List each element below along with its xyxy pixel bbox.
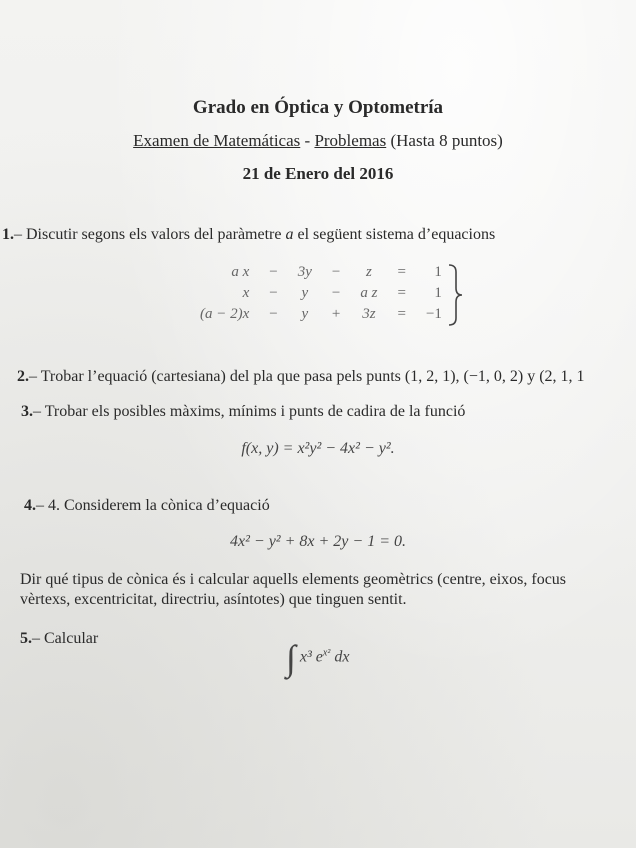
operator: − (331, 264, 341, 280)
question-4 (24, 497, 270, 515)
equals: = (397, 306, 406, 322)
question-2 (17, 368, 585, 386)
term: a x (231, 264, 250, 280)
question-text-cont: el següent sistema d’equacions (297, 226, 496, 243)
rhs: 1 (434, 264, 442, 280)
term: 3z (362, 306, 376, 322)
question-number: 5. (20, 630, 32, 647)
operator: + (331, 306, 341, 322)
question-text: – 4. Considerem la cònica d’equació (36, 497, 270, 514)
question-number: 1. (2, 226, 14, 243)
subtitle-separator: - (304, 131, 311, 150)
integral-sign: ∫ (286, 638, 296, 678)
equation-system (190, 262, 452, 325)
term: y (301, 285, 309, 301)
equals: = (397, 264, 406, 280)
equation-row (190, 262, 452, 283)
question-number: 2. (17, 368, 29, 385)
exam-date: 21 de Enero del 2016 (242, 164, 394, 183)
term: z (366, 264, 372, 280)
question-3 (21, 403, 465, 421)
operator: − (269, 306, 278, 322)
operator: − (269, 285, 278, 301)
rhs: −1 (425, 306, 442, 322)
page-title: Grado en Óptica y Optometría (192, 97, 444, 118)
question-number: 4. (24, 497, 36, 514)
conic-equation: 4x² − y² + 8x + 2y − 1 = 0. (230, 533, 406, 550)
differential: dx (334, 648, 350, 666)
integral-expression (286, 637, 349, 679)
term: 3y (297, 264, 312, 280)
term: x (242, 285, 250, 301)
parameter-symbol: a (285, 226, 294, 243)
points-note: (Hasta 8 puntos) (390, 131, 503, 150)
term: (a − 2)x (200, 306, 250, 322)
term: a z (360, 285, 378, 301)
function-formula: f(x, y) = x²y² − 4x² − y². (241, 440, 395, 457)
equation-row (190, 304, 452, 325)
question-4-instructions: Dir qué tipus de cònica és i calcular aquells elements geomètrics (centre, eixos, focus (20, 571, 567, 588)
question-text: – Trobar els posibles màxims, mínims i punts de cadira de la funció (33, 403, 466, 420)
section-name: Problemas (314, 131, 387, 150)
question-5 (20, 630, 98, 648)
question-number: 3. (21, 403, 33, 420)
right-brace-icon (446, 264, 464, 326)
operator: − (269, 264, 278, 280)
question-text: – Discutir segons els valors del paràmetre (14, 226, 282, 243)
exam-subtitle (0, 131, 636, 151)
equals: = (397, 285, 406, 301)
operator: − (331, 285, 341, 301)
exponent: x² (322, 647, 331, 659)
integrand: x³ e (299, 648, 323, 666)
question-text: – Trobar l’equació (cartesiana) del pla que pasa pels punts (1, 2, 1), (−1, 0, 2) y (2, 1, 1 (29, 368, 585, 385)
equation-row (190, 283, 452, 304)
term: y (301, 306, 309, 322)
exam-name: Examen de Matemáticas (133, 131, 301, 150)
question-4-instructions-cont: vèrtexs, excentricitat, directriu, asíntotes) que tinguen sentit. (20, 591, 407, 608)
question-1 (2, 226, 495, 244)
question-text: – Calcular (32, 630, 99, 647)
rhs: 1 (434, 285, 442, 301)
